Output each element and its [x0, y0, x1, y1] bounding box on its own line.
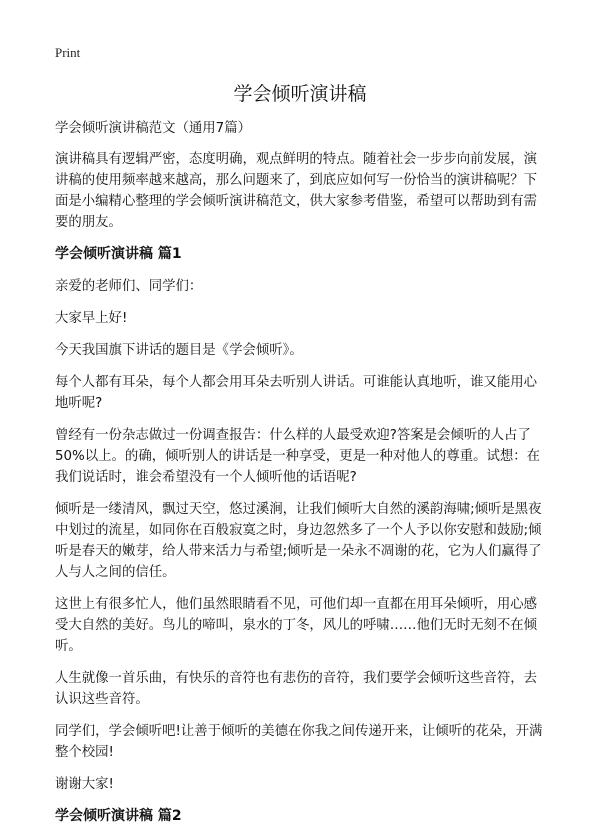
paragraph: 倾听是一缕清风，飘过天空，悠过溪涧，让我们倾听大自然的溪韵海啸;倾听是黑夜中划过的流星，如同你在百般寂寞之时，身边忽然多了一个人予以你安慰和鼓励;倾听是春天的嫩芽，给人带来活力与希望;倾听是一朵永不凋谢的花，它为人们赢得了人与人之间的信任。: [55, 502, 542, 580]
intro-paragraph: 演讲稿具有逻辑严密，态度明确，观点鲜明的特点。随着社会一步步向前发展，演讲稿的使用频率越来越高，那么问题来了，到底应如何写一份恰当的演讲稿呢？下面是小编精心整理的学会倾听演讲稿范文，供大家参考借鉴，希望可以帮助到有需要的朋友。: [55, 152, 538, 230]
document-subtitle: 学会倾听演讲稿范文（通用7篇）: [55, 121, 251, 136]
paragraph: 同学们，学会倾听吧!让善于倾听的美德在你我之间传递开来，让倾听的花朵，开满整个校园!: [55, 724, 543, 760]
paragraph: 这世上有很多忙人，他们虽然眼睛看不见，可他们却一直都在用耳朵倾听，用心感受大自然的美好。鸟儿的啼叫，泉水的丁冬，风儿的呼啸……他们无时无刻不在倾听。: [55, 597, 538, 654]
paragraph: 谢谢大家!: [55, 777, 114, 792]
paragraph: 亲爱的老师们、同学们：: [55, 279, 203, 294]
document-title: 学会倾听演讲稿: [233, 83, 367, 105]
paragraph: 每个人都有耳朵，每个人都会用耳朵去听别人讲话。可谁能认真地听，谁又能用心地听呢?: [55, 375, 538, 411]
document-body: [55, 118, 550, 838]
paragraph: 大家早上好!: [55, 311, 128, 326]
paragraph: 人生就像一首乐曲，有快乐的音符也有悲伤的音符，我们要学会倾听这些音符，去认识这些音符。: [55, 671, 538, 707]
section-heading-1: 学会倾听演讲稿 篇1: [55, 246, 182, 262]
paragraph: 曾经有一份杂志做过一份调查报告：什么样的人最受欢迎?答案是会倾听的人占了50%以上。的确，倾听别人的讲话是一种享受，更是一种对他人的尊重。试想：在我们说话时，谁会希望没有一个人倾听他的话语呢?: [55, 428, 541, 485]
paragraph: 今天我国旗下讲话的题目是《学会倾听》。: [55, 343, 303, 358]
section-heading-2: 学会倾听演讲稿 篇2: [55, 808, 182, 824]
print-link[interactable]: Print: [55, 45, 81, 60]
